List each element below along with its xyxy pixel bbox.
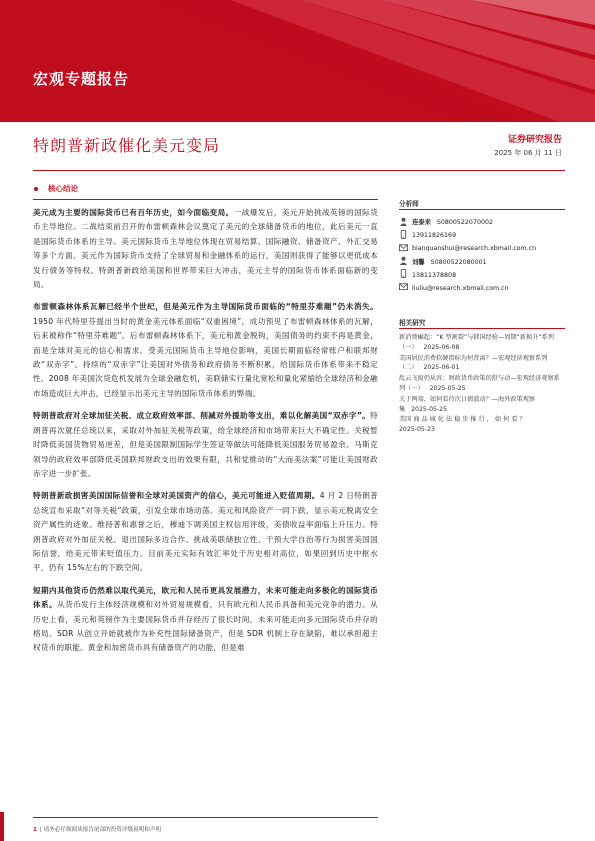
related-title: 关于两端，如何看待次日债波动？—海外政策观察集 — [399, 395, 536, 413]
paragraph-lead: 特朗普政府对全球加征关税、成立政府效率部、削减对外援助等支出，难以化解美国“双赤字”。 — [33, 411, 371, 421]
analyst-phone: 13811378808 — [412, 271, 457, 279]
summary-paragraph — [33, 409, 378, 481]
page-footer — [33, 825, 161, 833]
analyst-email-row — [399, 282, 565, 295]
related-item[interactable] — [399, 333, 565, 353]
page-number: 1 — [33, 827, 37, 833]
report-date: 2025 年 06 月 11 日 — [494, 149, 562, 157]
analyst-code: S0800522070002 — [436, 219, 493, 226]
bullet-dot-icon — [34, 187, 38, 191]
paragraph-text: 特朗普再次就任总统以来，采取对外加征关税等政策，给全球经济和市场带来巨大不确定性。关税暂时降低美国货物贸易逆差，但是美国限制国际学生签证等做法可能降低美国服务贸易盈余。马斯克领导的政府效率部降低美国联邦财政支出的效果有限，共和党推动的“大而美法案”可能让美国财政赤字进一步扩张。 — [33, 411, 378, 478]
analyst-phone: 13911826169 — [412, 232, 457, 240]
summary-paragraph — [33, 300, 378, 401]
related-date: 2025-05-23 — [399, 426, 435, 434]
related-item[interactable] — [399, 395, 565, 415]
related-title: 美国居民消费软硬指标为何背离？—宏观经济观察系列（二） — [399, 354, 548, 372]
analyst-code: S0800522080001 — [430, 258, 487, 266]
related-item[interactable] — [399, 354, 565, 374]
email-icon — [399, 282, 408, 291]
summary-paragraph — [33, 489, 378, 575]
summary-paragraph — [33, 584, 378, 656]
paragraph-text: 从货币发行主体经济规模和对外贸易规模看，只有欧元和人民币具备和美元竞争的潜力。从历史上看，美元和英镑作为主要国际货币并存经历了很长时间，未来可能走向多元国际货币并存的格局。SDR 从创立开始就被作为补充性国际储备资产，但是 SDR 机制上存在缺陷，难以承担超主权货币的职能。黄金和加密货币具有储备资产的功能，但是难 — [33, 600, 379, 653]
analyst-name: 刘馨 — [412, 258, 425, 266]
related-date: 2025-06-01 — [423, 364, 460, 372]
related-item[interactable] — [399, 415, 565, 435]
related-list — [399, 333, 565, 435]
related-item[interactable] — [399, 374, 565, 394]
related-heading: 相关研究 — [399, 317, 565, 329]
series-label: 宏观专题报告 — [33, 70, 130, 88]
analyst-panel — [399, 198, 565, 295]
related-date: 2025-06-08 — [423, 343, 460, 351]
footer-disclaimer: | 请务必仔细阅读报告尾部的投资评级说明和声明 — [39, 827, 162, 833]
banner-decoration — [0, 0, 595, 122]
section-heading — [34, 183, 78, 194]
paragraph-text: 一战爆发后，美元开始挑战英镑的国际货币主导地位。二战结束前召开的布雷顿森林会议奠定了美元的全球储备货币的地位，此后美元一直是国际货币体系的主导。美元国际货币主导地位体现在贸易结算、国际融资、储备资产、外汇交易等多个方面。美元作为国际货币支持了全球贸易和金融体系的运行，美国则获得了能够以更低成本发行债务等特权。特朗普新政给美国和世界带来巨大冲击，美元主导的国际货币体系面临新的变局。 — [33, 208, 378, 290]
section-divider — [33, 199, 378, 200]
person-icon — [399, 217, 408, 226]
phone-icon — [399, 230, 408, 239]
analysts-heading: 分析师 — [399, 198, 565, 210]
analyst-email-row — [399, 242, 565, 255]
phone-icon — [399, 269, 408, 278]
paragraph-lead: 短期内其他货币仍然难以取代美元，欧元和人民币更具发展潜力，未来可能走向多极化的国际货币体系。 — [33, 585, 378, 610]
document-title: 特朗普新政催化美元变局 — [33, 136, 221, 155]
analyst-phone-row — [399, 269, 565, 282]
analyst-email[interactable]: bianquanshui@research.xbmail.com.cn — [412, 245, 537, 253]
analyst-name: 连泰来 — [412, 219, 431, 226]
summary-paragraph — [33, 206, 378, 292]
paragraph-text: 4 月 2 日特朗普总统宣布采取“对等关税”政策，引发全球市场动荡。美元和风险资产一同下跌，显示美元脱离安全资产属性的迹象。维持普和惠誉之后，穆迪下调美国主权信用评级，美债收益率面临上升压力。特朗普政府对外加征关税、退出国际多边合作、挑战美联储独立性、干预大学自治等行为损害美国国际信誉，给美元带来贬值压力。目前美元实际有效汇率处于历史相对高位，如果回到历史中枢水平，仍有 15%左右的下跌空间。 — [33, 491, 379, 573]
related-research-panel — [399, 317, 565, 435]
corner-mark — [0, 812, 30, 841]
report-type: 证券研究报告 — [507, 135, 562, 145]
paragraph-lead: 特朗普新政损害美国国际信誉和全球对美国资产的信心，美元可能进入贬值周期。 — [33, 491, 320, 501]
paragraph-lead: 美元成为主要的国际货币已有百年历史，如今面临变局。 — [33, 208, 234, 217]
section-heading-text: 核心结论 — [48, 184, 78, 193]
email-icon — [399, 243, 408, 252]
analyst-name-row — [399, 216, 565, 229]
related-title: 乱云飞渡仍从容：财政货币政策的舒与动—宏观经济观察系列（一） — [399, 375, 560, 392]
person-icon — [399, 256, 408, 265]
footer-divider — [33, 817, 378, 818]
related-title: 美国 商 品 城 化 法 稳 步 推 行 ， 如 何 看 ？ — [399, 416, 526, 424]
header-banner — [0, 0, 595, 122]
paragraph-text: 1950 年代特里芬提出当时的黄金美元体系面临“双重困境”，成功预见了布雷顿森林体系的瓦解，后来被称作“特里芬难题”。后布雷顿森林体系下，美元和黄金脱钩，美国债务的约束不再是黄金，而是全球对美元的信心和需求。受美元国际货币主导地位影响，美国长期面临经常账户和联邦财政“双赤字”。持续的“双赤字”让美国对外债务和政府债务不断积累，给国际货币体系带来不稳定性。2008 年美国次贷危机发展为全球金融危机，美联储实行量化宽松和量化紧缩给全球经济和金融市场造成巨大冲击，已经显示出美元主导的国际货币体系的弊端。 — [33, 316, 378, 398]
related-date: 2025-05-25 — [429, 384, 466, 392]
paragraph-lead: 布雷顿森林体系瓦解已经半个世纪，但是美元作为主导国际货币面临的“特里芬难题”仍未消失。 — [33, 302, 378, 312]
analyst-email[interactable]: liuliu@research.xbmail.com.cn — [412, 284, 509, 292]
related-date: 2025-05-25 — [411, 405, 448, 413]
title-divider — [33, 170, 565, 171]
analyst-name-row — [399, 256, 565, 269]
analyst-phone-row — [399, 229, 565, 242]
summary-body — [33, 206, 378, 664]
related-title: 新消费崛起：“K 型割裂”与韩国经验—周期“新换升”系列（一） — [399, 334, 554, 351]
